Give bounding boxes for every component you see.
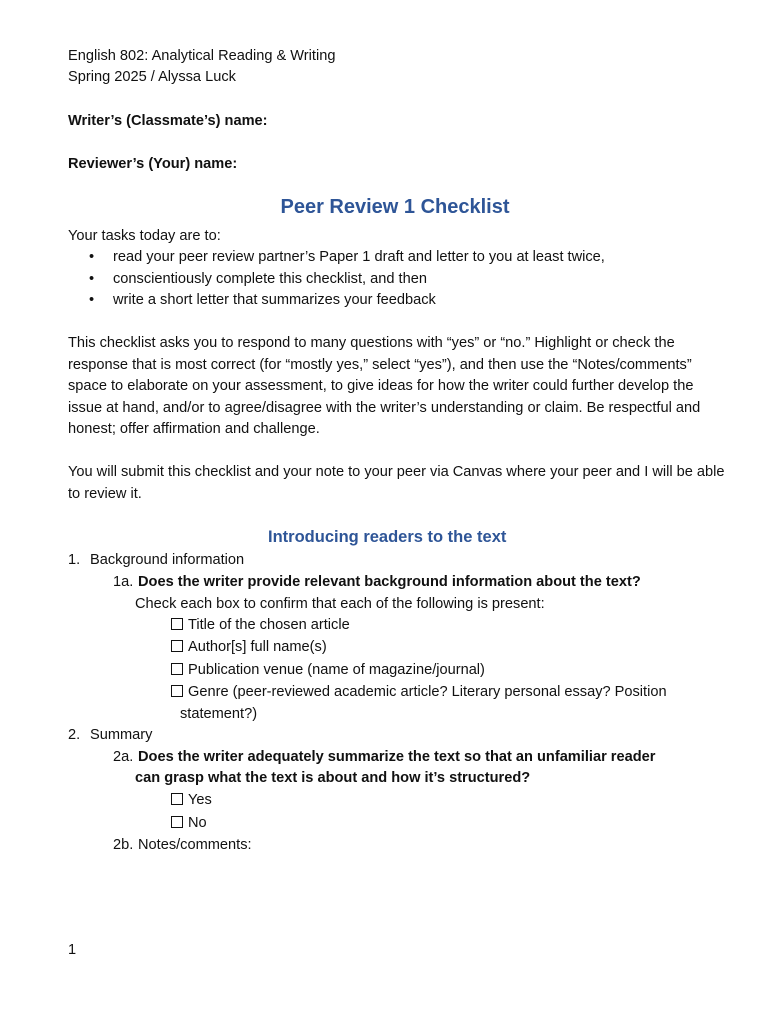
- question-1a: Does the writer provide relevant background information about the text?: [138, 574, 641, 590]
- task-item: write a short letter that summarizes your feedback: [113, 292, 436, 308]
- option-no[interactable]: [171, 813, 207, 835]
- question-number: 1a.: [113, 574, 134, 590]
- page-title: Peer Review 1 Checklist: [280, 196, 510, 218]
- page-number: 1: [68, 942, 77, 958]
- checkbox[interactable]: [171, 816, 183, 828]
- checklist-item[interactable]: [171, 660, 485, 682]
- intro-lead: Your tasks today are to:: [68, 228, 221, 244]
- checkbox[interactable]: [171, 640, 183, 652]
- course-title: English 802: Analytical Reading & Writing: [68, 48, 336, 64]
- option-label: Yes: [188, 792, 212, 808]
- instructions-paragraph: This checklist asks you to respond to many questions with “yes” or “no.” Highlight or check the response that is most correct (for “mostly yes,” select “yes”), and then use the “Notes/comments” space to elaborate on your assessment, to give ideas for how the writer could further develop the issue at hand, and/or to agree/disagree with the writer’s understanding or claim. Be respectful and honest; offer affirmation and challenge.: [68, 335, 701, 437]
- reviewer-name-label: Reviewer’s (Your) name:: [68, 156, 238, 172]
- checkbox-label: Title of the chosen article: [188, 617, 350, 633]
- item-number: 1.: [68, 552, 81, 568]
- item-number: 2.: [68, 727, 81, 743]
- checkbox[interactable]: [171, 663, 183, 675]
- bullet-marker: •: [89, 292, 95, 308]
- question-number: 2a.: [113, 749, 134, 765]
- checkbox-label: Genre (peer-reviewed academic article? Literary personal essay? Position: [188, 684, 667, 700]
- writer-name-label: Writer’s (Classmate’s) name:: [68, 113, 268, 129]
- task-item: conscientiously complete this checklist, and then: [113, 271, 427, 287]
- checklist-item[interactable]: [171, 615, 350, 637]
- checkbox-label: Author[s] full name(s): [188, 639, 327, 655]
- checkbox-label-continued: statement?): [180, 706, 258, 722]
- option-yes[interactable]: [171, 790, 212, 812]
- checkbox[interactable]: [171, 793, 183, 805]
- submission-paragraph: You will submit this checklist and your note to your peer via Canvas where your peer and I will be able to review it.: [68, 464, 725, 502]
- question-number: 2b.: [113, 837, 134, 853]
- bullet-marker: •: [89, 271, 95, 287]
- item-label-background: Background information: [90, 552, 245, 568]
- bullet-marker: •: [89, 249, 95, 265]
- option-label: No: [188, 815, 207, 831]
- section-heading: Introducing readers to the text: [268, 528, 507, 546]
- notes-comments-label: Notes/comments:: [138, 837, 252, 853]
- checklist-item[interactable]: [171, 682, 667, 704]
- item-label-summary: Summary: [90, 727, 153, 743]
- question-2a-line1: Does the writer adequately summarize the text so that an unfamiliar reader: [138, 749, 656, 765]
- checklist-item[interactable]: [171, 637, 327, 659]
- checkbox[interactable]: [171, 685, 183, 697]
- task-item: read your peer review partner’s Paper 1 draft and letter to you at least twice,: [113, 249, 605, 265]
- checkbox-label: Publication venue (name of magazine/journal): [188, 662, 485, 678]
- check-instruction: Check each box to confirm that each of the following is present:: [135, 596, 545, 612]
- term-instructor: Spring 2025 / Alyssa Luck: [68, 69, 236, 85]
- question-2a-line2: can grasp what the text is about and how it’s structured?: [135, 770, 531, 786]
- checkbox[interactable]: [171, 618, 183, 630]
